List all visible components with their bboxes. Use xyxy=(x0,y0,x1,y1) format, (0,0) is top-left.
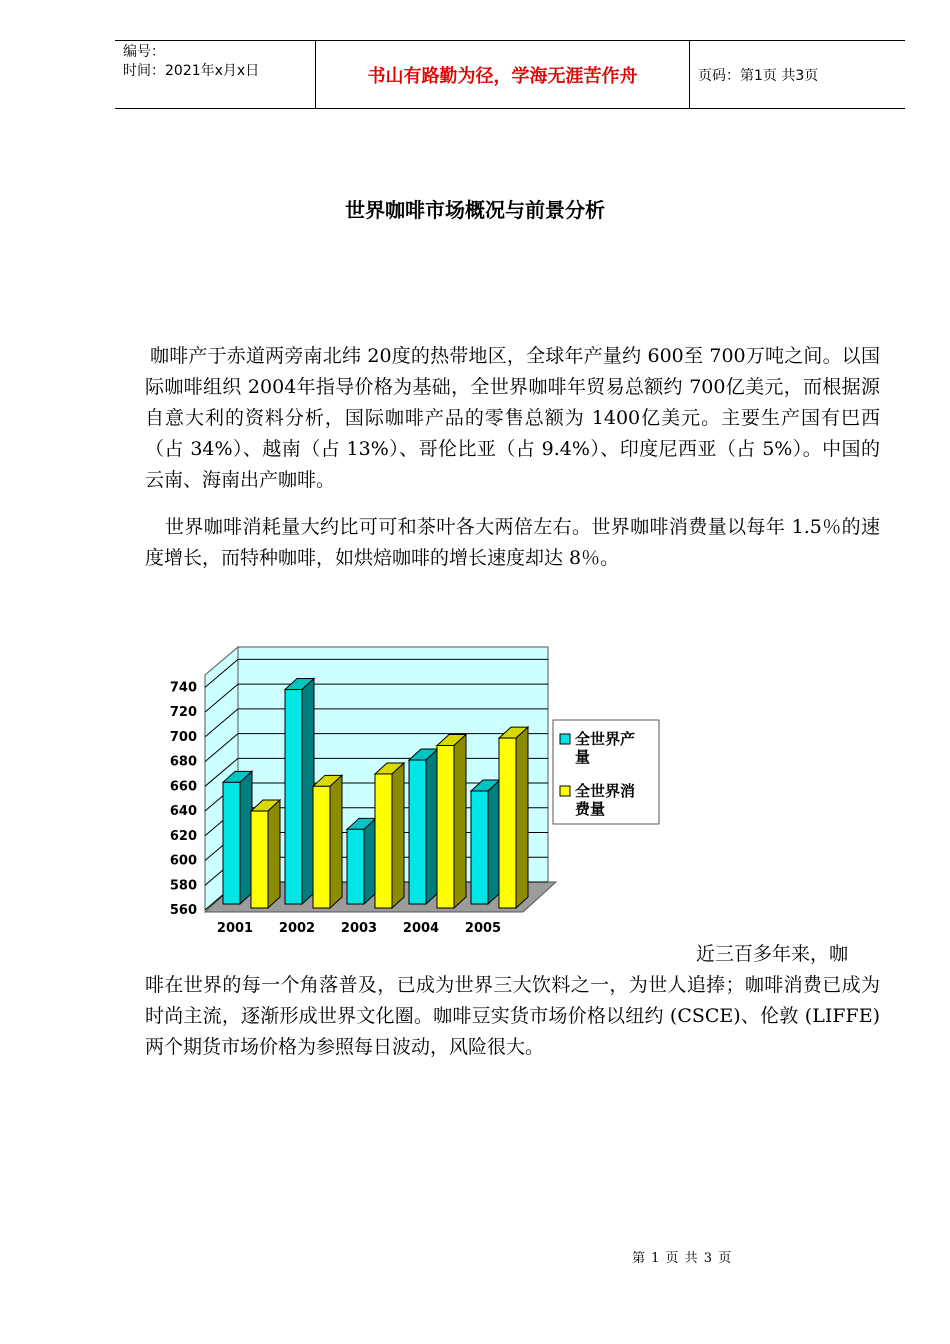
x-tick-label: 2004 xyxy=(402,921,440,936)
y-tick-label: 580 xyxy=(169,878,197,894)
header-page-info: 页码：第1页 共3页 xyxy=(698,67,819,84)
paragraph-3-lead: 近三百多年来，咖 xyxy=(696,943,849,965)
bar-side xyxy=(240,771,252,904)
y-tick-label: 720 xyxy=(169,705,197,721)
x-tick-label: 2001 xyxy=(216,921,254,936)
bar-2003-series-1 xyxy=(347,829,364,904)
y-tick-label: 600 xyxy=(169,853,197,869)
bar-side xyxy=(426,749,438,904)
bar-2005-series-2 xyxy=(499,738,516,908)
bar-side xyxy=(364,818,376,904)
legend-label: 全世界消 xyxy=(575,782,636,800)
legend-swatch xyxy=(560,734,570,744)
y-tick-label: 680 xyxy=(169,754,197,770)
bar-2002-series-1 xyxy=(285,690,302,904)
paragraph-1: 咖啡产于赤道两旁南北纬 20度的热带地区，全球年产量约 600至 700万吨之间。以国际咖啡组织 2004年指导价格为基础，全世界咖啡年贸易总额约 700亿美元，而根据源自意大利的资料分析，国际咖啡产品的零售总额为 1400亿美元。主要生产国有巴西（占 34%）、越南（占 13%）、哥伦比亚（占 9.4%）、印度尼西亚（占 5%）。中国的云南、海南出产咖啡。 xyxy=(145,345,880,491)
bar-2004-series-1 xyxy=(409,760,426,904)
document-title: 世界咖啡市场概况与前景分析 xyxy=(345,198,605,222)
x-tick-label: 2005 xyxy=(464,921,502,936)
legend-label: 费量 xyxy=(575,800,606,818)
time-label: 时间：2021年x月x日 xyxy=(123,63,260,79)
x-tick-label: 2002 xyxy=(278,921,316,936)
header-meta xyxy=(115,41,316,108)
legend-label: 全世界产 xyxy=(575,730,636,748)
bar-2005-series-1 xyxy=(471,791,488,904)
bar-side xyxy=(330,775,342,908)
bar-side xyxy=(268,800,280,908)
paragraph-3: 啡在世界的每一个角落普及，已成为世界三大饮料之一，为世人追捧；咖啡消费已成为时尚主流，逐渐形成世界文化圈。咖啡豆实货市场价格以纽约 (CSCE)、伦敦 (LIFFE)两个期货市场价格为参照每日波动，风险很大。 xyxy=(145,974,880,1058)
bar-2003-series-2 xyxy=(375,774,392,908)
page-footer: 第 1 页 共 3 页 xyxy=(632,1251,733,1266)
legend-label: 量 xyxy=(575,748,591,766)
bar-side xyxy=(392,763,404,908)
x-tick-label: 2003 xyxy=(340,921,378,936)
paragraph-2: 世界咖啡消耗量大约比可可和茶叶各大两倍左右。世界咖啡消费量以每年 1.5％的速度增长，而特种咖啡，如烘焙咖啡的增长速度却达 8％。 xyxy=(145,516,880,569)
bar-side xyxy=(454,735,466,909)
number-label: 编号： xyxy=(123,44,165,60)
bar-2004-series-2 xyxy=(437,746,454,909)
y-tick-label: 700 xyxy=(169,729,197,745)
y-tick-label: 740 xyxy=(169,680,197,696)
y-tick-label: 640 xyxy=(169,804,197,820)
bar-side xyxy=(302,679,314,904)
page-header xyxy=(115,40,905,109)
bar-2001-series-2 xyxy=(251,811,268,908)
y-tick-label: 560 xyxy=(169,903,197,918)
coffee-bar-chart xyxy=(160,640,670,940)
header-motto: 书山有路勤为径，学海无涯苦作舟 xyxy=(316,41,690,108)
y-tick-label: 620 xyxy=(169,828,197,844)
bar-side xyxy=(488,780,500,904)
bar-side xyxy=(516,727,528,908)
bar-2001-series-1 xyxy=(223,782,240,904)
bar-2002-series-2 xyxy=(313,786,330,908)
y-tick-label: 660 xyxy=(169,779,197,795)
legend-swatch xyxy=(560,786,570,796)
